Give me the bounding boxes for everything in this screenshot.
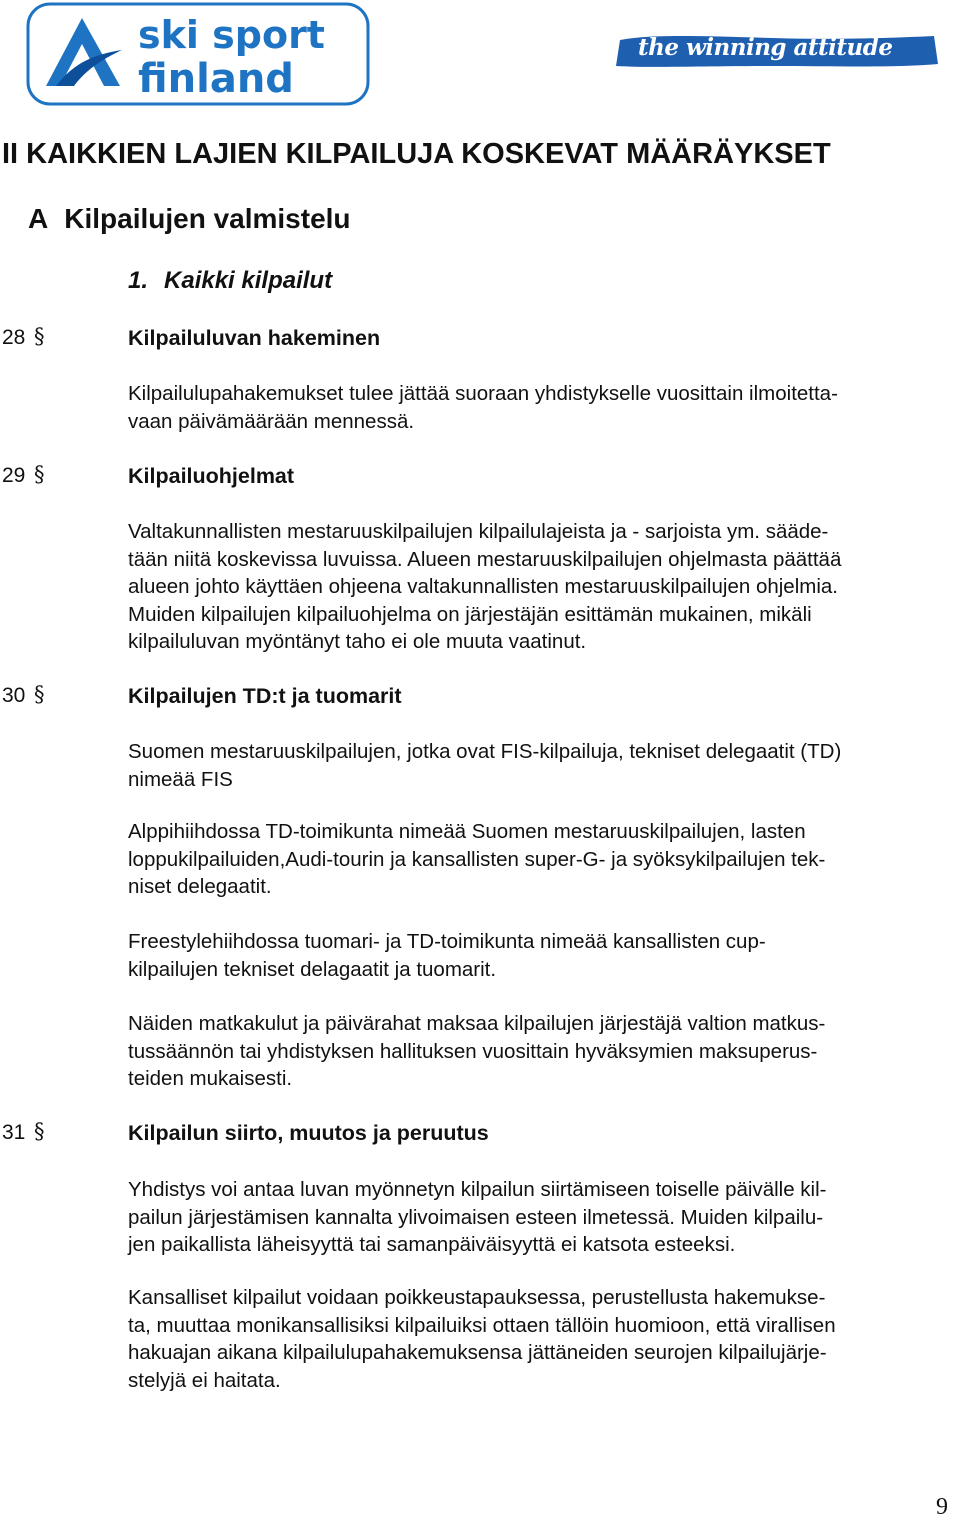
text-line: nimeää FIS bbox=[128, 767, 233, 791]
section-number: 28 bbox=[2, 326, 26, 349]
svg-text:finland: finland bbox=[138, 56, 294, 102]
section-title: Kilpailuohjelmat bbox=[128, 464, 295, 488]
text-line: kilpailuluvan myöntänyt taho ei ole muuta vaatinut. bbox=[128, 630, 587, 653]
section-heading-text: Kilpailujen valmistelu bbox=[64, 203, 351, 234]
text-line: alueen johto käyttäen ohjeena valtakunnallisten mestaruuskilpailujen ohjelmia. bbox=[128, 575, 838, 598]
text-line: hakuajan aikana kilpailulupahakemuksensa jättäneiden seurojen kilpailujärje- bbox=[128, 1341, 827, 1364]
paragraph bbox=[128, 1176, 826, 1259]
text-line: stelyjä ei haitata. bbox=[128, 1368, 281, 1392]
section-symbol: § bbox=[34, 682, 45, 706]
section-symbol: § bbox=[34, 324, 45, 348]
section-heading bbox=[28, 203, 351, 235]
text-line: Muiden kilpailujen kilpailuohjelma on järjestäjän esittämän mukainen, mikäli bbox=[128, 602, 812, 626]
section-title: Kilpailujen TD:t ja tuomarit bbox=[128, 684, 402, 708]
text-line: kilpailujen tekniset delagaatit ja tuomarit. bbox=[128, 957, 497, 981]
paragraph bbox=[128, 380, 838, 435]
text-line: Alppihiihdossa TD-toimikunta nimeää Suomen mestaruuskilpailujen, lasten bbox=[128, 820, 806, 843]
subsection-heading-text: Kaikki kilpailut bbox=[164, 267, 333, 294]
section-symbol: § bbox=[34, 462, 45, 486]
text-line: tään niitä koskevissa luvuissa. Alueen mestaruuskilpailujen ohjelmasta päättää bbox=[128, 547, 842, 571]
paragraph bbox=[128, 1010, 825, 1093]
text-line: vaan päivämäärään mennessä. bbox=[128, 409, 415, 433]
section-number: 29 bbox=[2, 464, 26, 487]
text-line: Näiden matkakulut ja päivärahat maksaa kilpailujen järjestäjä valtion matkus- bbox=[128, 1012, 826, 1035]
text-line: Valtakunnallisten mestaruuskilpailujen kilpailulajeista ja - sarjoista ym. säädе- bbox=[128, 520, 829, 543]
paragraph bbox=[128, 738, 841, 793]
svg-text:ski sport: ski sport bbox=[138, 13, 325, 57]
section-number: 30 bbox=[2, 684, 26, 707]
text-line: Kilpailulupahakemukset tulee jättää suoraan yhdistykselle vuosittain ilmoitetta- bbox=[128, 382, 838, 405]
paragraph bbox=[128, 518, 841, 656]
subsection-number: 1. bbox=[128, 267, 149, 294]
text-line: jen paikallista läheisyyttä tai samanpäiväisyyttä ei katsota esteeksi. bbox=[128, 1233, 736, 1256]
section-title: Kilpailuluvan hakeminen bbox=[128, 326, 381, 350]
text-line: tussäännön tai yhdistyksen hallituksen vuosittain hyväksymien maksuperus- bbox=[128, 1039, 818, 1063]
text-line: Freestylehiihdossa tuomari- ja TD-toimikunta nimeää kansallisten cup- bbox=[128, 930, 766, 953]
text-line: Kansalliset kilpailut voidaan poikkeustapauksessa, perustellusta hakemukse- bbox=[128, 1286, 826, 1309]
text-line: teiden mukaisesti. bbox=[128, 1067, 293, 1090]
slogan-text: the winning attitude bbox=[638, 34, 893, 61]
paragraph bbox=[128, 928, 766, 983]
text-line: Suomen mestaruuskilpailujen, jotka ovat FIS-kilpailuja, tekniset delegaatit (TD) bbox=[128, 740, 842, 763]
page-number: 9 bbox=[936, 1494, 948, 1520]
text-line: ta, muuttaa monikansallisiksi kilpailuiksi ottaen tällöin huomioon, että virallisen bbox=[128, 1313, 836, 1337]
section-number: 31 bbox=[2, 1121, 26, 1144]
paragraph bbox=[128, 818, 825, 901]
text-line: loppukilpailuiden,Audi-tourin ja kansallisten super-G- ja syöksykilpailujen tek- bbox=[128, 847, 826, 871]
paragraph bbox=[128, 1284, 836, 1394]
text-line: pailun järjestämisen kannalta ylivoimaisen esteen ilmetessä. Muiden kilpailu- bbox=[128, 1205, 824, 1229]
text-line: niset delegaatit. bbox=[128, 875, 272, 898]
section-letter: A bbox=[28, 203, 49, 234]
text-line: Yhdistys voi antaa luvan myönnetyn kilpailun siirtämiseen toiselle päivälle kil- bbox=[128, 1178, 827, 1201]
section-title: Kilpailun siirto, muutos ja peruutus bbox=[128, 1121, 489, 1145]
section-symbol: § bbox=[34, 1119, 45, 1143]
ski-sport-finland-logo bbox=[26, 2, 370, 106]
chapter-heading: II KAIKKIEN LAJIEN KILPAILUJA KOSKEVAT MÄÄRÄYKSET bbox=[2, 138, 831, 170]
subsection-heading bbox=[128, 267, 332, 295]
